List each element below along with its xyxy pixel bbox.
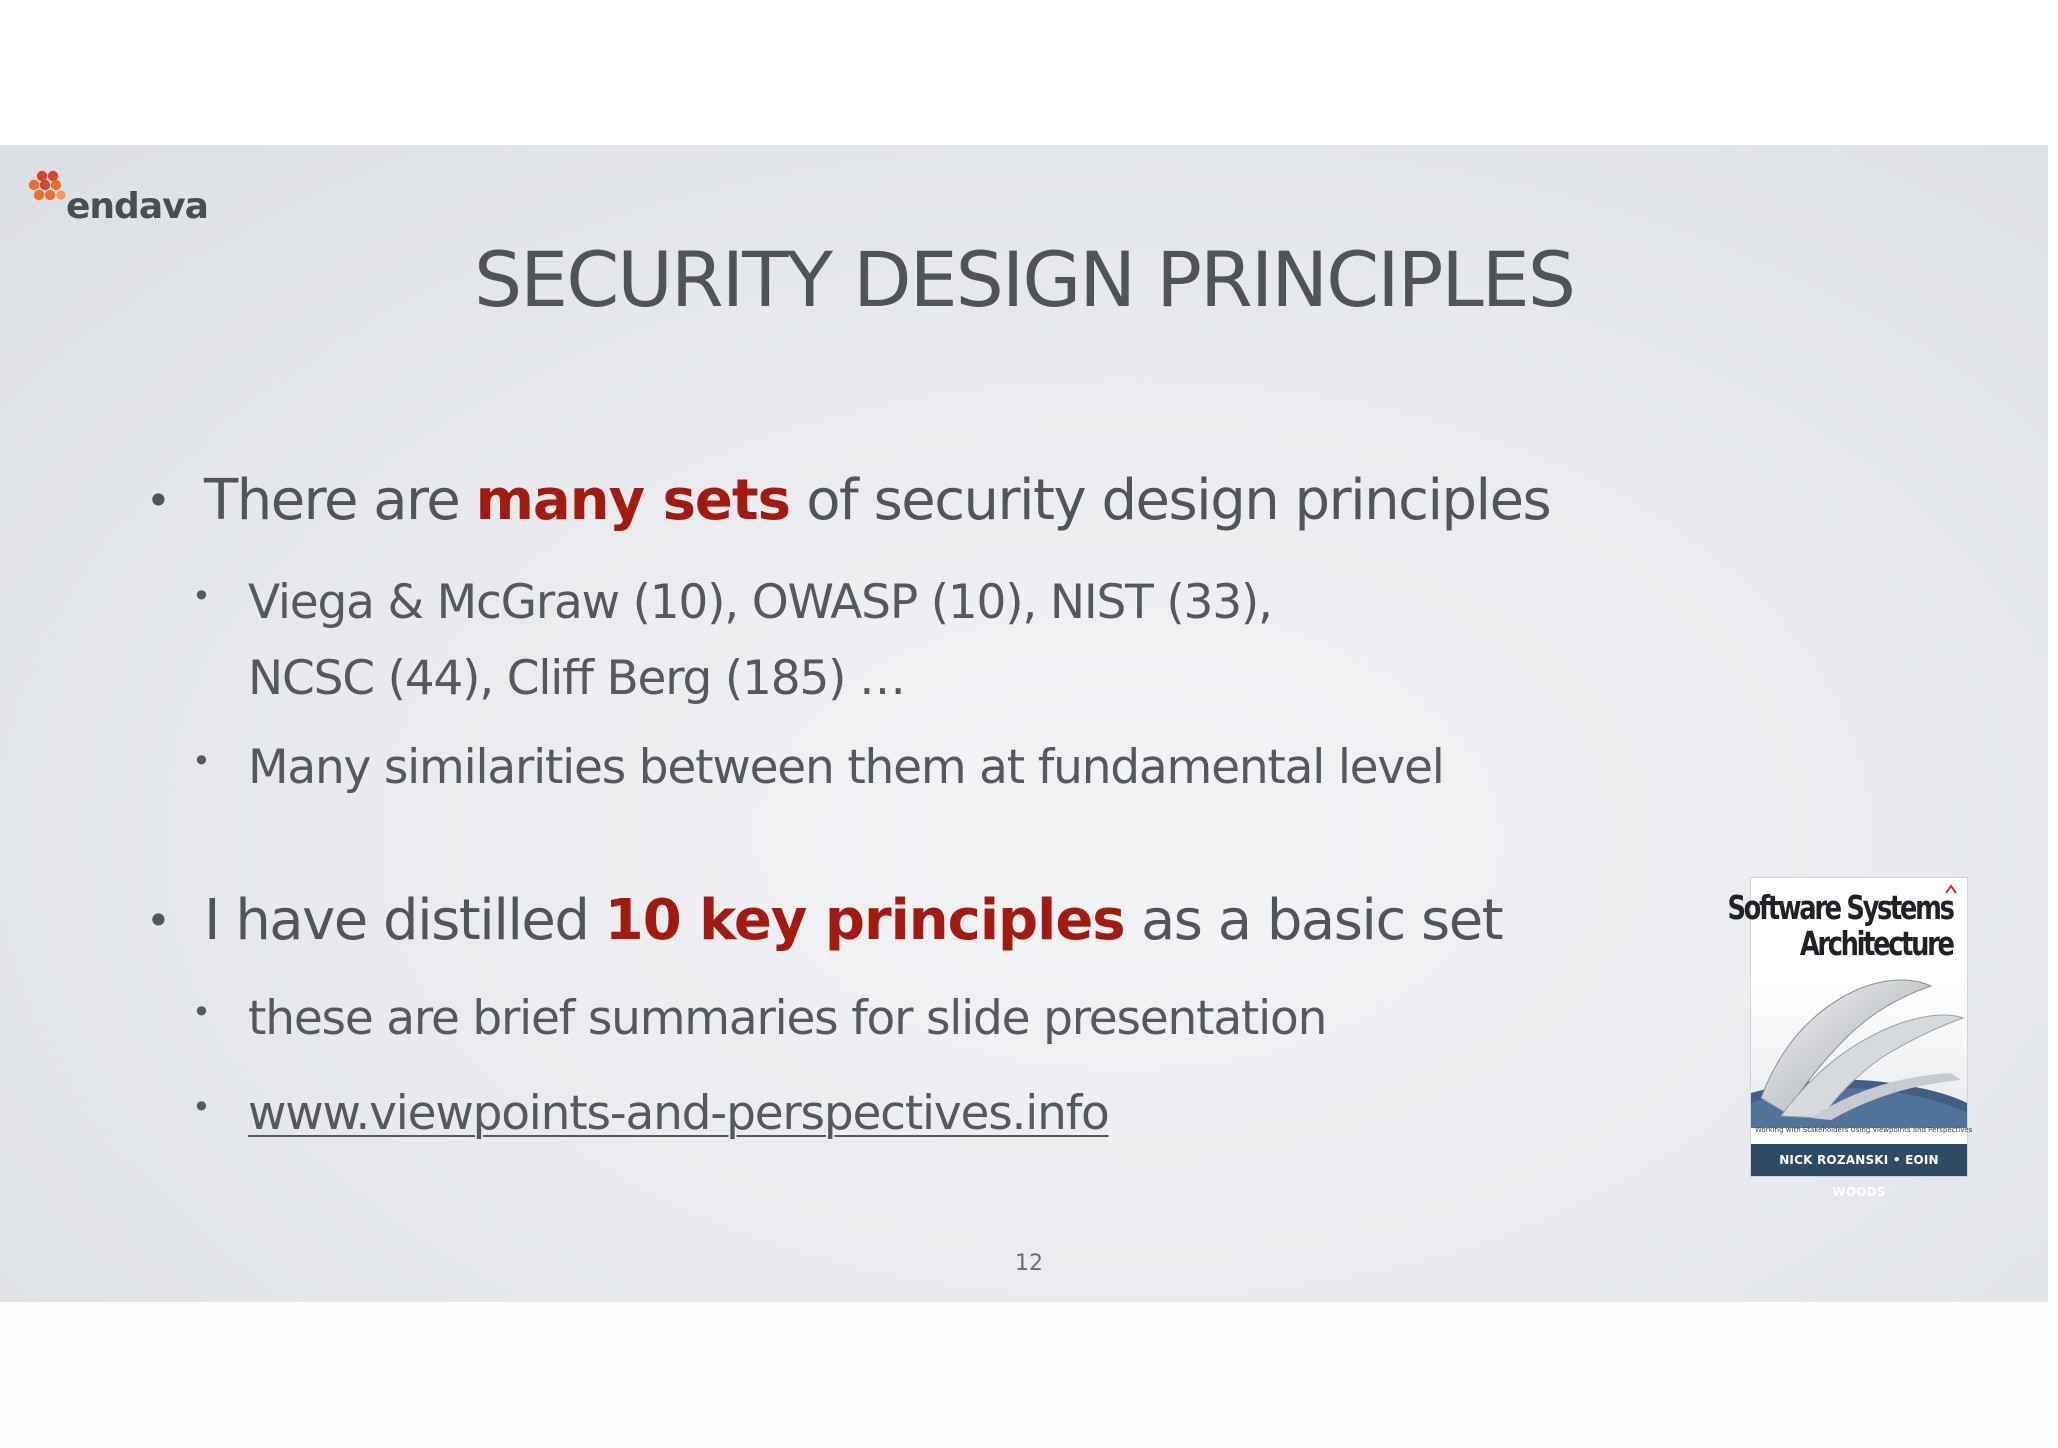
sub-bullet-text: these are brief summaries for slide presentation [248,991,1327,1046]
bullet-dot-icon: • [146,476,170,525]
publisher-mark-icon [1945,884,1957,894]
slide-title: SECURITY DESIGN PRINCIPLES [473,235,1575,324]
bullet-dot-icon: • [192,993,210,1031]
book-arch-art [1751,978,1967,1128]
slide [0,145,2048,1302]
sub-bullet-text [248,565,1272,717]
sub-bullet-text: Many similarities between them at fundamental level [248,740,1444,795]
bullet-emphasis: 10 key principles [604,888,1125,953]
bullet-text-pre: I have distilled [204,888,605,953]
bullet-dot-icon: • [146,896,170,945]
bullet-text [204,465,1550,537]
sub-bullet-line2: NCSC (44), Cliff Berg (185) … [248,651,905,706]
bullet-dot-icon: • [192,577,210,615]
book-authors: NICK ROZANSKI • EOIN WOODS [1751,1144,1967,1176]
website-link[interactable]: www.viewpoints-and-perspectives.info [248,1086,1109,1141]
book-title [1728,890,1953,962]
bullet-dot-icon: • [192,742,210,780]
bottom-margin [0,1302,2048,1448]
book-subtitle: Working with Stakeholders Using Viewpoints and Perspectives [1755,1126,1973,1134]
slide-page-number: 12 [1015,1251,1043,1276]
endava-wordmark: endava [66,186,208,227]
book-cover-image [1727,878,1973,1199]
bullet-text-post: as a basic set [1124,888,1503,953]
sub-bullet-line1: Viega & McGraw (10), OWASP (10), NIST (33), [248,575,1272,630]
endava-logo [26,170,208,230]
bullet-text-post: of security design principles [789,468,1551,533]
bullet-emphasis: many sets [475,468,790,533]
book-title-line2: Architecture [1800,924,1953,963]
bullet-text-pre: There are [204,468,476,533]
bullet-dot-icon: • [192,1088,210,1126]
book-title-line1: Software Systems [1727,888,1953,927]
bullet-text [204,885,1502,957]
